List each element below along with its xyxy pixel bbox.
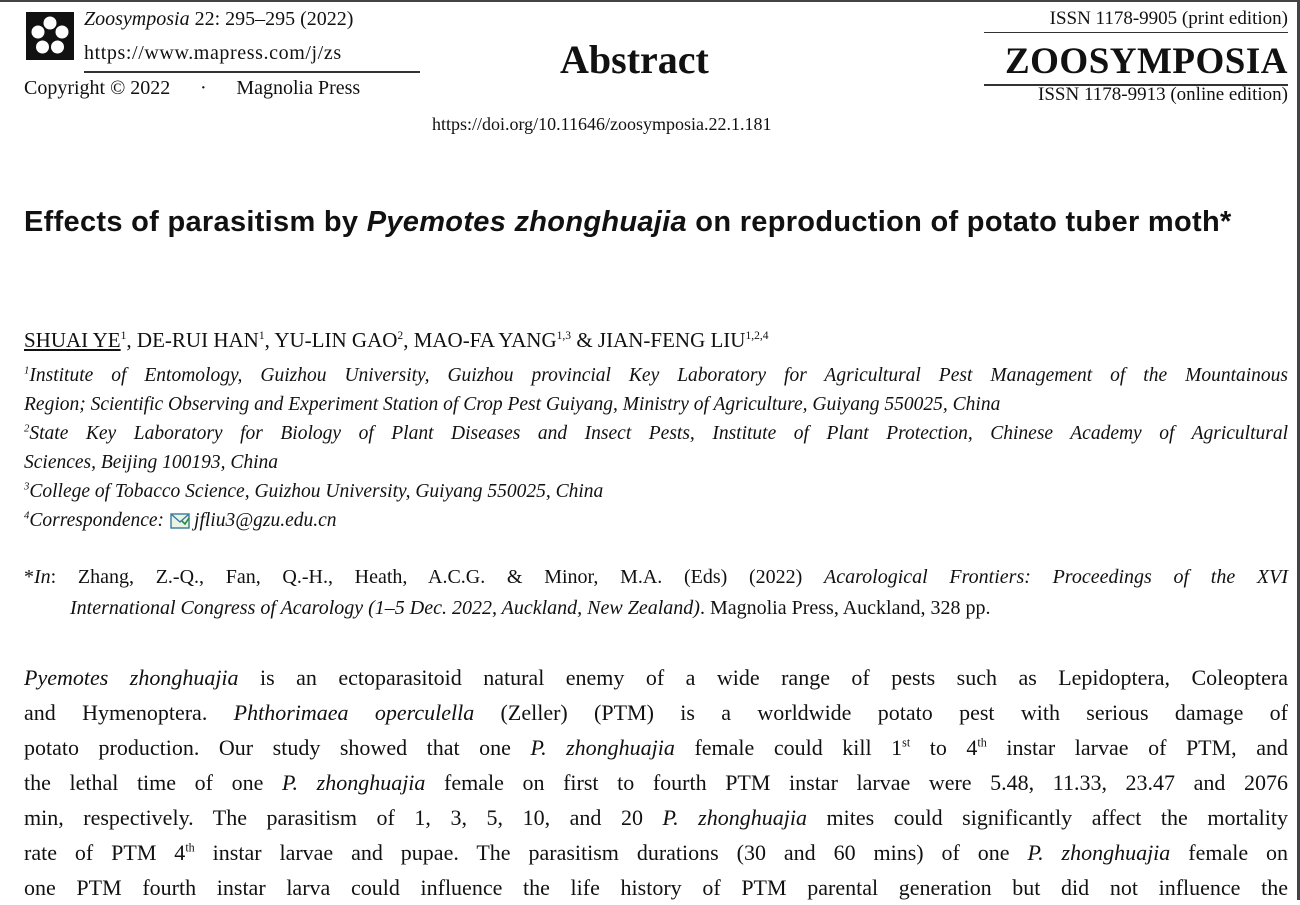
- author-sup: 2: [397, 330, 404, 342]
- author-name: DE-RUI HAN: [136, 328, 259, 352]
- body-text-span: one PTM fourth instar larva could influence the life history of PTM parental generation but did not influence the: [24, 875, 1288, 900]
- body-text-span: to 4: [910, 735, 978, 760]
- author-sup: 1: [120, 330, 127, 342]
- species-name: Phthorimaea operculella: [233, 700, 475, 725]
- author-name: JIAN-FENG LIU: [597, 328, 746, 352]
- affiliation-sup: 2: [24, 422, 30, 435]
- body-text-span: instar larvae and pupae. The parasitism durations (30 and 60 mins) of one: [194, 840, 1028, 865]
- journal-name: Zoosymposia: [84, 8, 190, 30]
- article-title: [24, 200, 1288, 245]
- affiliation-text: Institute of Entomology, Guizhou University, Guizhou provincial Key Laboratory for Agricultural Pest Management of the Mountainous: [29, 365, 1288, 386]
- affiliation-text: College of Tobacco Science, Guizhou University, Guiyang 550025, China: [29, 481, 604, 502]
- body-text-span: rate of PTM 4: [24, 840, 186, 865]
- journal-url-link[interactable]: https://www.mapress.com/j/zs: [84, 42, 342, 64]
- author-separator: ,: [264, 328, 275, 352]
- separator-dot: ·: [199, 77, 207, 99]
- body-line-2: [24, 695, 1288, 730]
- flower-logo-icon: [26, 12, 74, 60]
- body-text-span: mites could significantly affect the mortality: [806, 805, 1289, 830]
- body-line-1: [24, 660, 1288, 695]
- title-species: Pyemotes zhonghuajia: [366, 206, 687, 238]
- author-sup: 1: [258, 330, 265, 342]
- title-part-2: on reproduction of potato tuber moth*: [686, 206, 1232, 238]
- body-text-span: (Zeller) (PTM) is a worldwide potato pest with serious damage of: [474, 700, 1288, 725]
- species-name: P. zhonghuajia: [662, 805, 807, 830]
- header-rule-left: [84, 71, 420, 73]
- note-line-1: [24, 562, 1288, 593]
- author-separator: ,: [126, 328, 137, 352]
- correspondence: [24, 506, 1288, 538]
- affiliation-1-line-2: Region; Scientific Observing and Experiment Station of Crop Pest Guiyang, Ministry of Agriculture, Guiyang 550025, China: [24, 394, 1001, 415]
- proceedings-note: [24, 562, 1288, 624]
- page-border-top: [0, 0, 1300, 2]
- volume-pages: 22: 295–295 (2022): [194, 8, 354, 30]
- abstract-body: [24, 660, 1288, 905]
- ordinal-sup: st: [902, 735, 911, 750]
- note-in: In: [34, 566, 51, 588]
- ordinal-sup: th: [185, 840, 195, 855]
- doi-link[interactable]: https://doi.org/10.11646/zoosymposia.22.1.181: [432, 114, 772, 134]
- body-text-span: is an ectoparasitoid natural enemy of a wide range of pests such as Lepidoptera, Coleoptera: [238, 665, 1288, 690]
- affiliation-sup: 4: [24, 509, 30, 522]
- body-text-span: female on first to fourth PTM instar larvae were 5.48, 11.33, 23.47 and 2076: [425, 770, 1289, 795]
- affiliation-2-line-1: [24, 419, 1288, 448]
- copyright-line: [24, 77, 360, 100]
- affiliation-1-line-1: [24, 361, 1288, 390]
- author-list: [24, 328, 769, 353]
- ordinal-sup: th: [977, 735, 987, 750]
- correspondence-label: Correspondence:: [29, 510, 165, 531]
- mail-icon: [170, 509, 190, 538]
- author-name: MAO-FA YANG: [413, 328, 557, 352]
- body-text-span: the lethal time of one: [24, 770, 282, 795]
- copyright-text: Copyright © 2022: [24, 77, 171, 99]
- journal-wordmark: ZOOSYMPOSIA: [1004, 41, 1288, 82]
- affiliation-text: State Key Laboratory for Biology of Plant Diseases and Insect Pests, Institute of Plant Protection, Chinese Academy of Agricultural: [29, 423, 1288, 444]
- body-line-5: [24, 800, 1288, 835]
- affiliation-3: [24, 477, 1288, 506]
- affiliation-sup: 1: [24, 364, 30, 377]
- author-name: YU-LIN GAO: [274, 328, 398, 352]
- issn-online: ISSN 1178-9913 (online edition): [1038, 84, 1288, 105]
- author-separator: &: [571, 328, 598, 352]
- body-text-span: potato production. Our study showed that one: [24, 735, 531, 760]
- body-text-span: instar larvae of PTM, and: [986, 735, 1288, 760]
- species-name: P. zhonghuajia: [530, 735, 675, 760]
- note-marker: *: [24, 566, 34, 588]
- issn-print: ISSN 1178-9905 (print edition): [1049, 8, 1288, 29]
- author-sup: 1,3: [556, 330, 572, 342]
- species-name: Pyemotes zhonghuajia: [24, 665, 239, 690]
- species-name: P. zhonghuajia: [1027, 840, 1171, 865]
- note-text: . Magnolia Press, Auckland, 328 pp.: [699, 597, 991, 619]
- note-text: : Zhang, Z.-Q., Fan, Q.-H., Heath, A.C.G. & Minor, M.A. (Eds) (2022): [50, 566, 825, 588]
- affiliation-sup: 3: [24, 480, 30, 493]
- affiliations: [24, 361, 1288, 538]
- body-line-4: [24, 765, 1288, 800]
- body-line-3: [24, 730, 1288, 765]
- species-name: P. zhonghuajia: [281, 770, 426, 795]
- note-text-italic: Acarological Frontiers: Proceedings of the XVI: [824, 566, 1288, 588]
- section-title: Abstract: [560, 37, 709, 82]
- body-text-span: female on: [1170, 840, 1289, 865]
- body-text-span: min, respectively. The parasitism of 1, 3, 5, 10, and 20: [24, 805, 663, 830]
- publisher-name: Magnolia Press: [236, 77, 361, 99]
- body-text-span: female could kill 1: [674, 735, 903, 760]
- journal-citation: [84, 8, 353, 31]
- affiliation-2-line-2: Sciences, Beijing 100193, China: [24, 452, 278, 473]
- email-link[interactable]: jfliu3@gzu.edu.cn: [194, 510, 337, 531]
- title-part-1: Effects of parasitism by: [24, 206, 367, 238]
- header-rule-right-top: [984, 32, 1288, 33]
- author-separator: ,: [403, 328, 414, 352]
- body-line-6: [24, 835, 1288, 870]
- author-sup: 1,2,4: [745, 330, 769, 342]
- note-line-2: [24, 593, 1288, 624]
- body-text-span: and Hymenoptera.: [24, 700, 234, 725]
- author-name[interactable]: SHUAI YE: [24, 328, 121, 352]
- note-text-italic: International Congress of Acarology (1–5 Dec. 2022, Auckland, New Zealand): [70, 597, 700, 619]
